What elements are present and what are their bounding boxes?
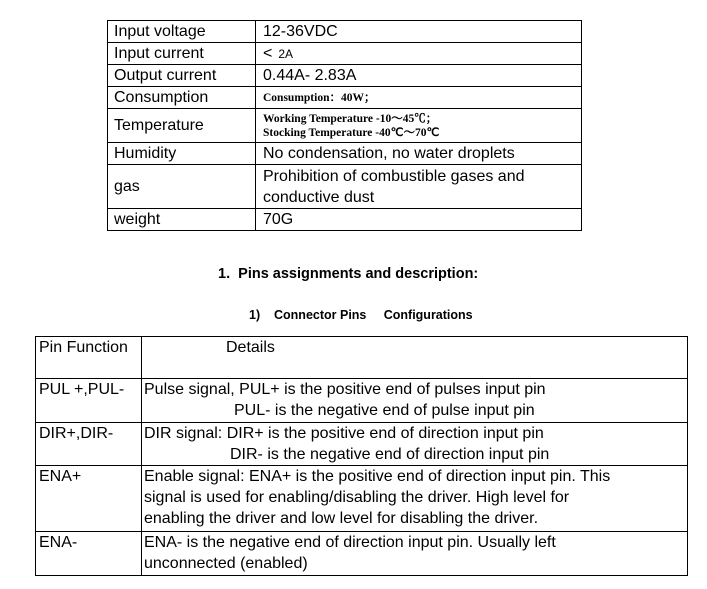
spec-label: Temperature — [108, 109, 256, 143]
pin-details — [142, 423, 688, 466]
pin-detail-line: PUL- is the negative end of pulse input pin — [234, 402, 535, 419]
pin-detail-line: DIR- is the negative end of direction input pin — [230, 446, 550, 463]
spec-label: gas — [108, 165, 256, 209]
spec-row-consumption — [108, 87, 582, 109]
spec-value-line: Stocking Temperature -40℃～70℃ — [263, 126, 440, 139]
header-details-label: Details — [226, 339, 275, 356]
pins-row-ena-minus — [36, 532, 688, 576]
spec-row-gas — [108, 165, 582, 209]
pin-function: DIR+,DIR- — [36, 423, 142, 466]
pins-header-row — [36, 337, 688, 379]
pins-table — [35, 336, 688, 576]
spec-label: Input voltage — [108, 21, 256, 43]
spec-row-weight — [108, 209, 582, 231]
pin-details — [142, 379, 688, 423]
spec-row-temperature — [108, 109, 582, 143]
spec-row-humidity — [108, 143, 582, 165]
spec-row-output-current — [108, 65, 582, 87]
header-pin-function: Pin Function — [36, 337, 142, 379]
pin-detail-line: signal is used for enabling/disabling the driver. High level for — [144, 489, 570, 506]
spec-row-input-current — [108, 43, 582, 65]
spec-value: 70G — [256, 209, 582, 231]
spec-value-line: Working Temperature -10～45℃； — [263, 112, 438, 125]
spec-label: Humidity — [108, 143, 256, 165]
pin-function: PUL +,PUL- — [36, 379, 142, 423]
pin-details — [142, 532, 688, 576]
less-than-symbol: < — [263, 44, 273, 62]
spec-value: Consumption：40W； — [256, 87, 582, 109]
pins-row-dir — [36, 423, 688, 466]
spec-value: 12-36VDC — [256, 21, 582, 43]
spec-label: Input current — [108, 43, 256, 65]
spec-value-text: 2A — [278, 46, 294, 61]
pins-row-pul — [36, 379, 688, 423]
pin-detail-line: ENA- is the negative end of direction input pin. Usually left — [144, 534, 556, 551]
spec-value: Prohibition of combustible gases and conductive dust — [256, 165, 582, 209]
pin-detail-line: Enable signal: ENA+ is the positive end of direction input pin. This — [144, 468, 611, 485]
spec-value — [256, 109, 582, 143]
spec-label: weight — [108, 209, 256, 231]
pin-detail-line: DIR signal: DIR+ is the positive end of direction input pin — [144, 425, 544, 442]
pin-detail-line: enabling the driver and low level for disabling the driver. — [144, 510, 539, 527]
spec-label: Output current — [108, 65, 256, 87]
spec-value: No condensation, no water droplets — [256, 143, 582, 165]
pin-details — [142, 466, 688, 532]
spec-value — [256, 43, 582, 65]
pin-detail-line: unconnected (enabled) — [144, 555, 308, 572]
pin-detail-line: Pulse signal, PUL+ is the positive end of pulses input pin — [144, 381, 546, 398]
section-title: 1. Pins assignments and description: — [218, 266, 479, 282]
pin-function: ENA+ — [36, 466, 142, 532]
header-details — [142, 337, 688, 379]
spec-label: Consumption — [108, 87, 256, 109]
sub-title: 1) Connector Pins Configurations — [249, 308, 473, 322]
spec-table — [107, 20, 582, 231]
pins-row-ena-plus — [36, 466, 688, 532]
spec-value: 0.44A- 2.83A — [256, 65, 582, 87]
spec-row-input-voltage — [108, 21, 582, 43]
pin-function: ENA- — [36, 532, 142, 576]
